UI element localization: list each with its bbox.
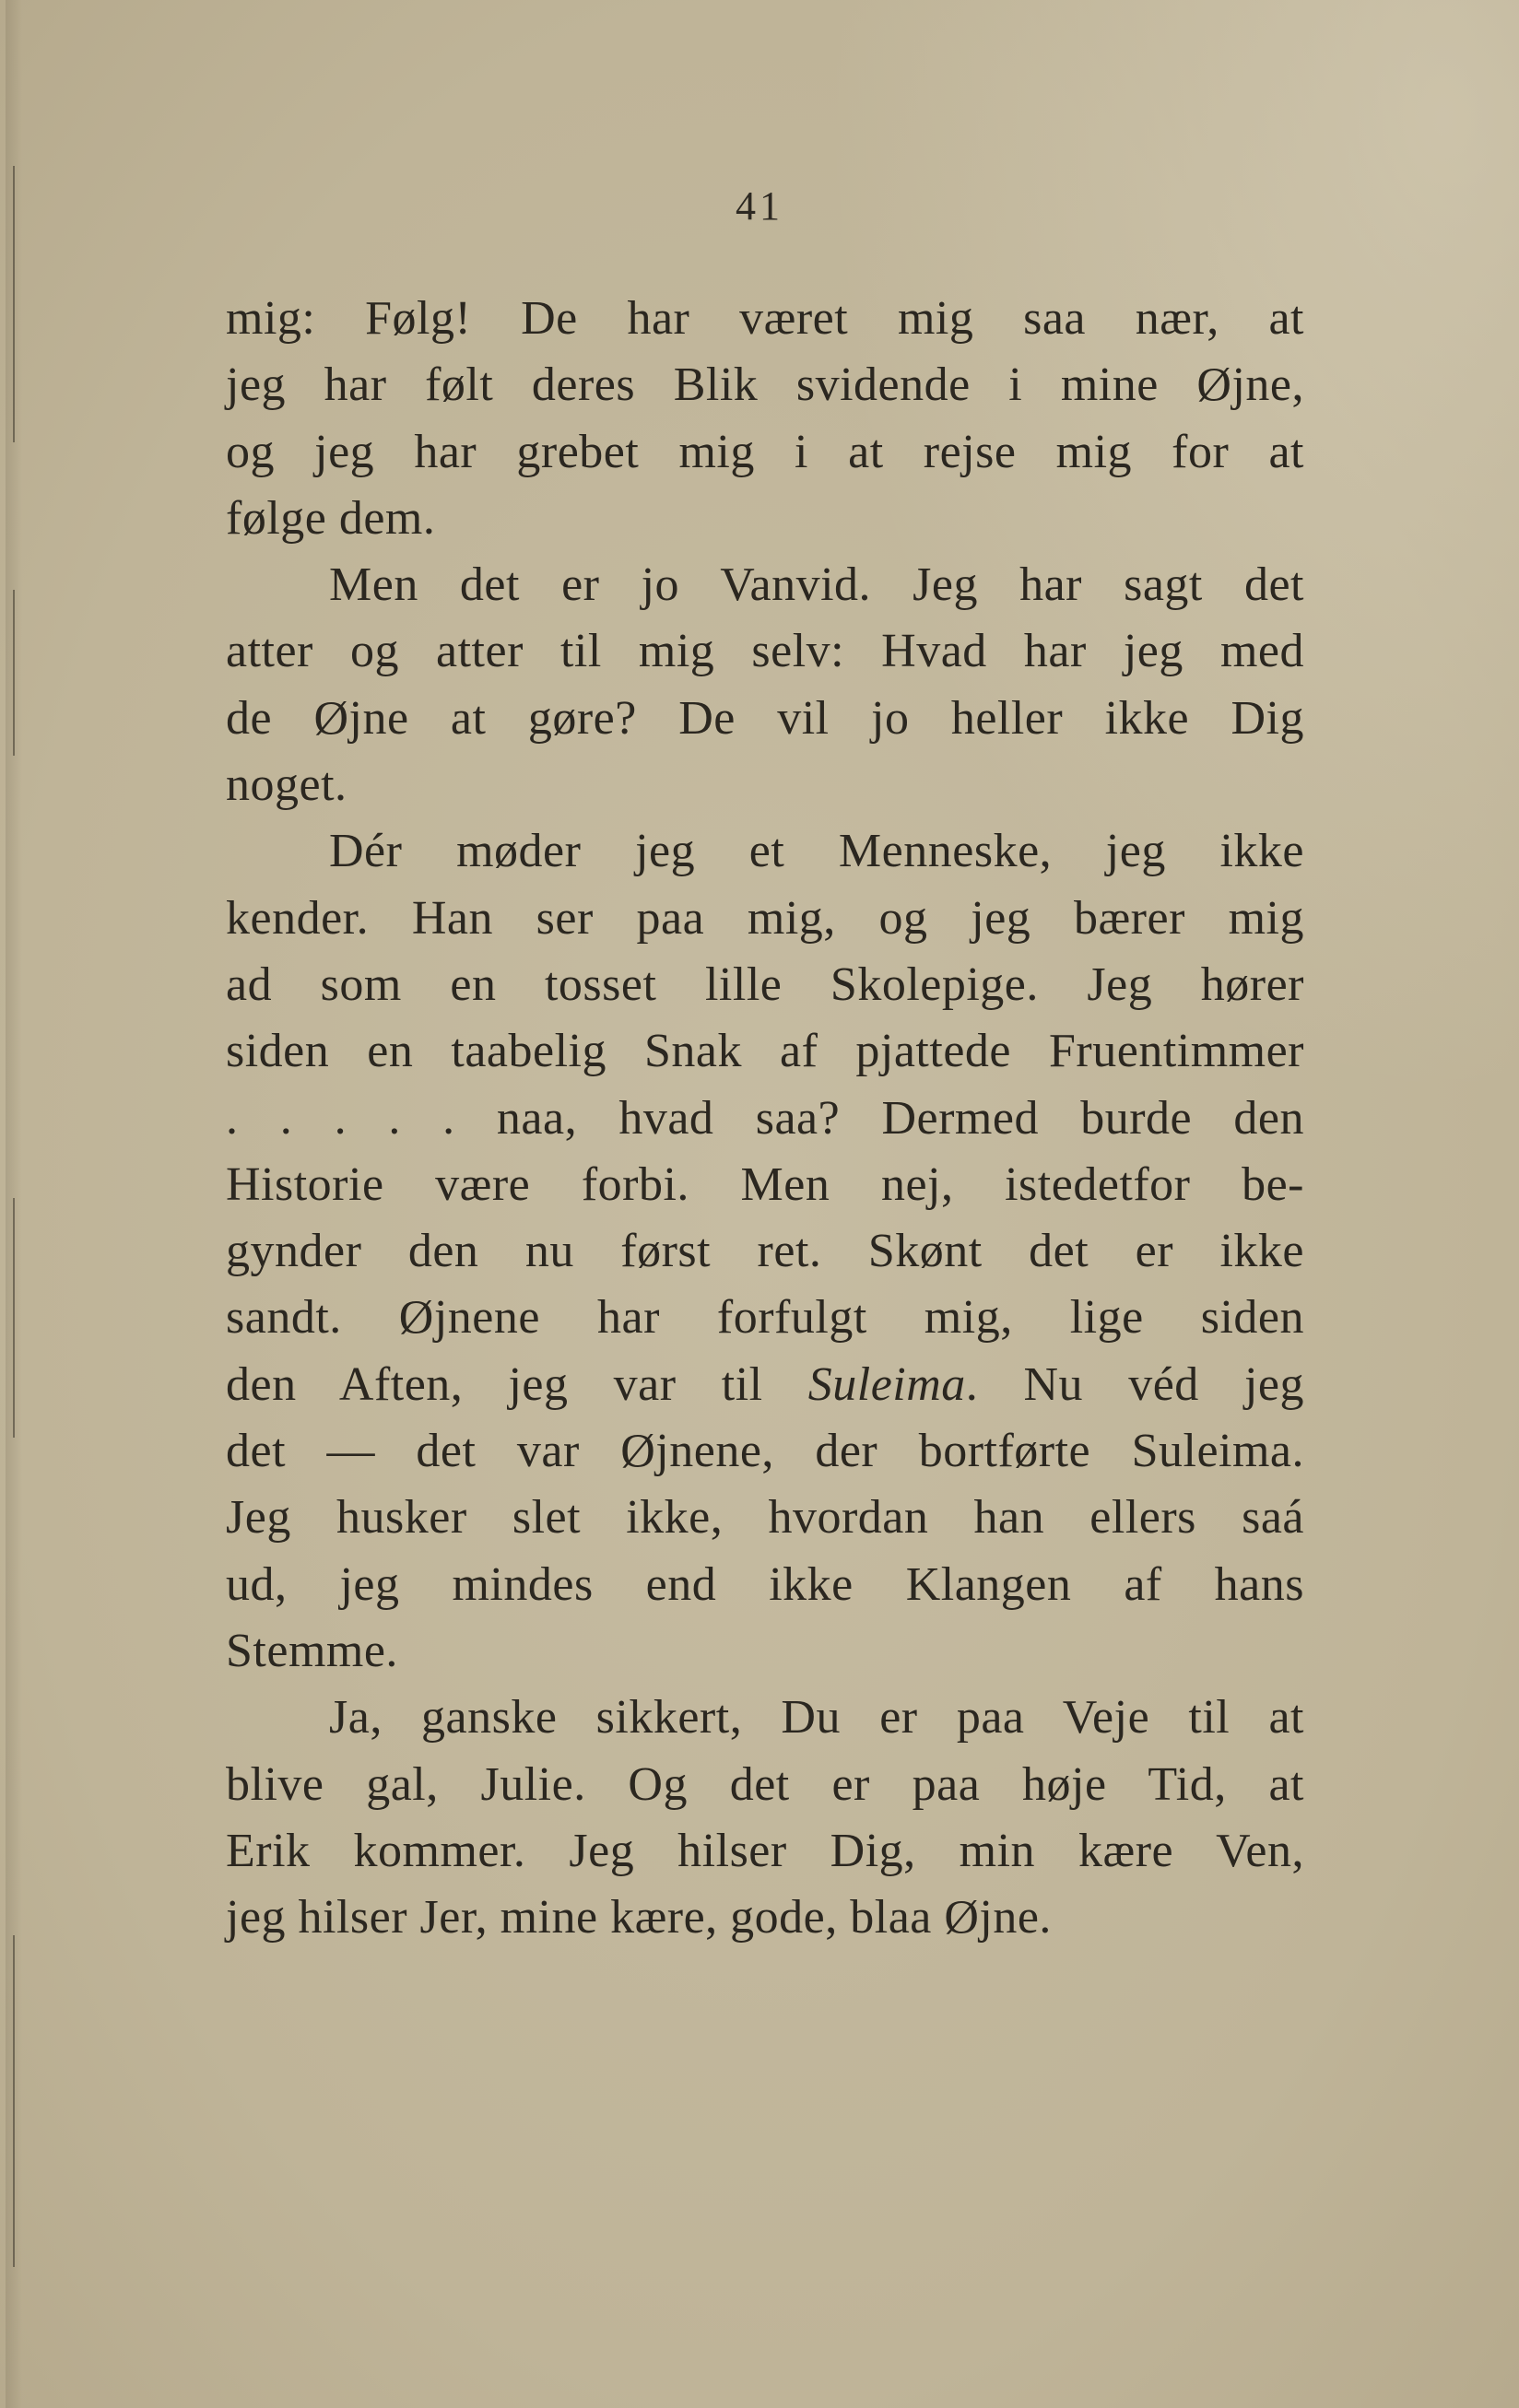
text-segment: . Nu véd jeg <box>965 1357 1304 1411</box>
text-line: atter og atter til mig selv: Hvad har jeg med <box>226 625 1304 678</box>
text-line: noget. <box>226 758 347 812</box>
text-line: sandt. Øjnene har forfulgt mig, lige siden <box>226 1291 1304 1345</box>
text-line: siden en taabelig Snak af pjattede Fruentimmer <box>226 1025 1304 1078</box>
page-edge-mark <box>13 590 15 756</box>
text-line: Erik kommer. Jeg hilser Dig, min kære Ven, <box>226 1824 1304 1877</box>
text-line: kender. Han ser paa mig, og jeg bærer mig <box>226 891 1304 945</box>
text-line: det — det var Øjnene, der bortførte Suleima. <box>226 1425 1304 1478</box>
text-line: ud, jeg mindes end ikke Klangen af hans <box>226 1557 1304 1611</box>
page-number: 41 <box>736 183 783 229</box>
text-line: Men det er jo Vanvid. Jeg har sagt det <box>329 558 1304 612</box>
body-text <box>226 286 1304 1951</box>
text-segment: den Aften, jeg var til <box>226 1357 808 1411</box>
text-line: jeg hilser Jer, mine kære, gode, blaa Øjne. <box>226 1891 1052 1944</box>
text-line: . . . . . naa, hvad saa? Dermed burde den <box>226 1091 1304 1145</box>
text-line: og jeg har grebet mig i at rejse mig for at <box>226 425 1304 478</box>
text-line: de Øjne at gøre? De vil jo heller ikke Dig <box>226 691 1304 745</box>
text-line: blive gal, Julie. Og det er paa høje Tid, at <box>226 1757 1304 1811</box>
text-line: ad som en tosset lille Skolepige. Jeg hører <box>226 957 1304 1011</box>
italic-title: Suleima <box>807 1357 966 1411</box>
text-line: følge dem. <box>226 491 436 545</box>
text-line: Historie være forbi. Men nej, istedetfor be- <box>226 1157 1304 1211</box>
text-line: Ja, ganske sikkert, Du er paa Veje til at <box>329 1691 1304 1744</box>
text-line: mig: Følg! De har været mig saa nær, at <box>226 292 1304 345</box>
text-line: jeg har følt deres Blik svidende i mine Øjne, <box>226 358 1304 412</box>
text-line: Stemme. <box>226 1624 398 1677</box>
text-line: Dér møder jeg et Menneske, jeg ikke <box>329 825 1304 878</box>
page-edge-mark <box>13 1935 15 2267</box>
text-line: Jeg husker slet ikke, hvordan han ellers saá <box>226 1491 1304 1545</box>
text-line: gynder den nu først ret. Skønt det er ikke <box>226 1225 1304 1278</box>
text-line <box>226 1352 1304 1418</box>
page-edge-mark <box>13 1198 15 1438</box>
